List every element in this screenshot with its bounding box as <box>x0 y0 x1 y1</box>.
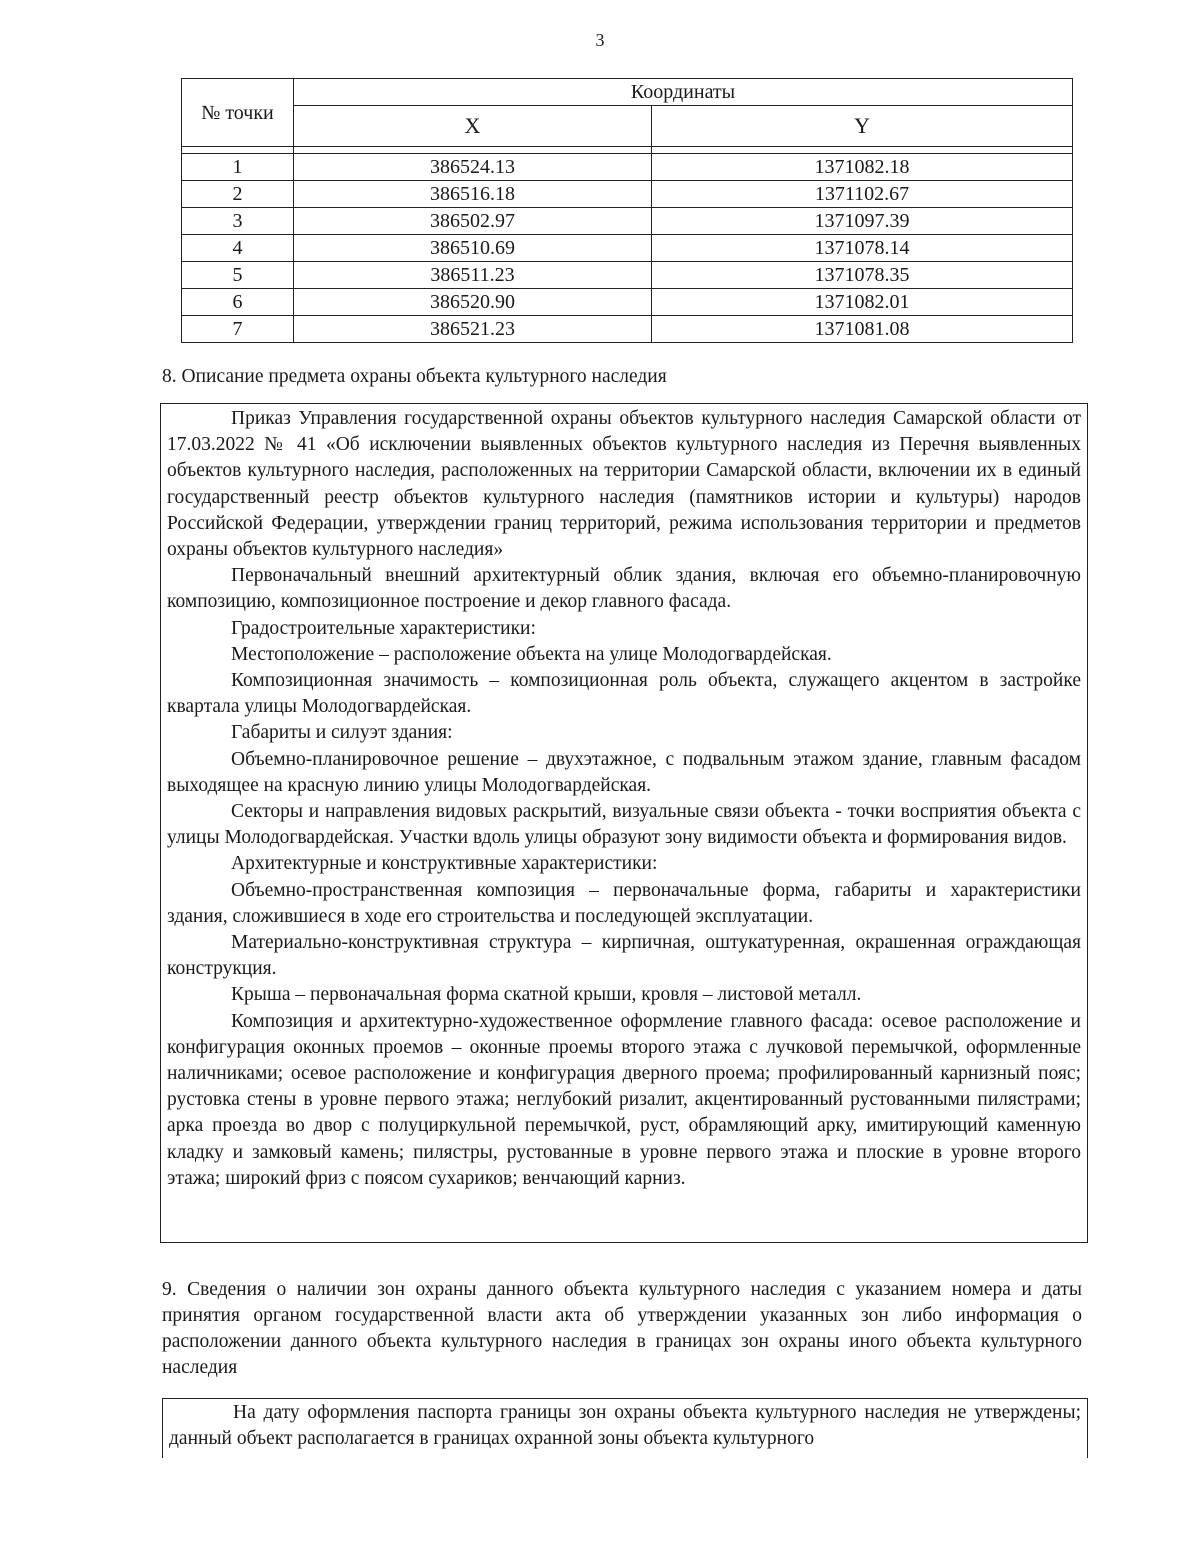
table-row <box>182 262 1073 289</box>
page-number: 3 <box>595 30 605 50</box>
column-header-y: Y <box>652 106 1073 147</box>
section-9-heading: 9. Сведения о наличии зон охраны данного объекта культурного наследия с указанием номера и даты принятия органом государственной власти акта об утверждении указанных зон либо информация о расположении данного объекта культурного наследия в границах зон охраны иного объекта культурного наследия <box>162 1279 1082 1378</box>
coordinates-table <box>181 78 1073 343</box>
cell-y: 1371081.08 <box>652 316 1073 343</box>
cell-y: 1371082.18 <box>652 154 1073 181</box>
paragraph: Приказ Управления государственной охраны объектов культурного наследия Самарской области от 17.03.2022 № 41 «Об исключении выявленных объектов культурного наследия из Перечня выявленных объектов культурного наследия, расположенных на территории Самарской области, включении их в единый государственный реестр объектов культурного наследия (памятников истории и культуры) народов Российской Федерации, утверждении границ территорий, режима использования территории и предметов охраны объектов культурного наследия» <box>167 408 1081 561</box>
paragraph: Архитектурные и конструктивные характеристики: <box>231 853 658 875</box>
cell-y: 1371078.35 <box>652 262 1073 289</box>
section-8-heading: 8. Описание предмета охраны объекта культурного наследия <box>162 366 667 387</box>
cell-point: 4 <box>182 235 294 262</box>
paragraph: На дату оформления паспорта границы зон охраны объекта культурного наследия не утверждены; данный объект располагается в границах охранной зоны объекта культурного <box>169 1402 1081 1450</box>
cell-x: 386511.23 <box>294 262 652 289</box>
table-row <box>182 154 1073 181</box>
paragraph: Секторы и направления видовых раскрытий, визуальные связи объекта - точки восприятия объекта с улицы Молодогвардейская. Участки вдоль улицы образуют зону видимости объекта и формирования видов. <box>167 801 1081 849</box>
table-row <box>182 181 1073 208</box>
cell-x: 386524.13 <box>294 154 652 181</box>
table-row <box>182 316 1073 343</box>
cell-y: 1371097.39 <box>652 208 1073 235</box>
cell-point: 3 <box>182 208 294 235</box>
column-header-x: X <box>294 106 652 147</box>
cell-y: 1371078.14 <box>652 235 1073 262</box>
cell-x: 386521.23 <box>294 316 652 343</box>
cell-point: 7 <box>182 316 294 343</box>
protection-zones-box <box>162 1398 1088 1458</box>
table-row <box>182 235 1073 262</box>
cell-point: 2 <box>182 181 294 208</box>
column-header-coordinates: Координаты <box>294 79 1073 106</box>
protection-subject-box <box>160 403 1088 1243</box>
paragraph: Объемно-пространственная композиция – первоначальные форма, габариты и характеристики здания, сложившиеся в ходе его строительства и последующей эксплуатации. <box>167 879 1081 927</box>
table-row <box>182 208 1073 235</box>
cell-point: 1 <box>182 154 294 181</box>
cell-point: 5 <box>182 262 294 289</box>
cell-x: 386520.90 <box>294 289 652 316</box>
paragraph: Композиция и архитектурно-художественное оформление главного фасада: осевое расположение и конфигурация оконных проемов – оконные проемы второго этажа с лучковой перемычкой, оформленные наличниками; осевое расположение и конфигурация дверного проема; профилированный карнизный пояс; рустовка стены в уровне первого этажа; неглубокий ризалит, акцентированный рустованными пилястрами; арка проезда во двор с полуциркульной перемычкой, руст, обрамляющий арку, имитирующий каменную кладку и замковый камень; пилястры, рустованные в уровне первого этажа и плоские в уровне второго этажа; широкий фриз с поясом сухариков; венчающий карниз. <box>167 1010 1081 1189</box>
table-row <box>182 289 1073 316</box>
cell-x: 386510.69 <box>294 235 652 262</box>
paragraph: Композиционная значимость – композиционная роль объекта, служащего акцентом в застройке квартала улицы Молодогвардейская. <box>167 670 1081 718</box>
paragraph: Материально-конструктивная структура – кирпичная, оштукатуренная, окрашенная ограждающая конструкция. <box>167 932 1081 980</box>
cell-y: 1371102.67 <box>652 181 1073 208</box>
paragraph: Градостроительные характеристики: <box>231 617 536 639</box>
column-header-point: № точки <box>182 79 294 147</box>
cell-x: 386516.18 <box>294 181 652 208</box>
paragraph: Крыша – первоначальная форма скатной крыши, кровля – листовой металл. <box>231 984 862 1006</box>
paragraph: Местоположение – расположение объекта на улице Молодогвардейская. <box>231 643 832 665</box>
paragraph: Объемно-планировочное решение – двухэтажное, с подвальным этажом здание, главным фасадом выходящее на красную линию улицы Молодогвардейская. <box>167 748 1081 796</box>
cell-point: 6 <box>182 289 294 316</box>
paragraph: Первоначальный внешний архитектурный облик здания, включая его объемно-планировочную композицию, композиционное построение и декор главного фасада. <box>167 565 1081 613</box>
paragraph: Габариты и силуэт здания: <box>231 722 453 744</box>
cell-y: 1371082.01 <box>652 289 1073 316</box>
cell-x: 386502.97 <box>294 208 652 235</box>
